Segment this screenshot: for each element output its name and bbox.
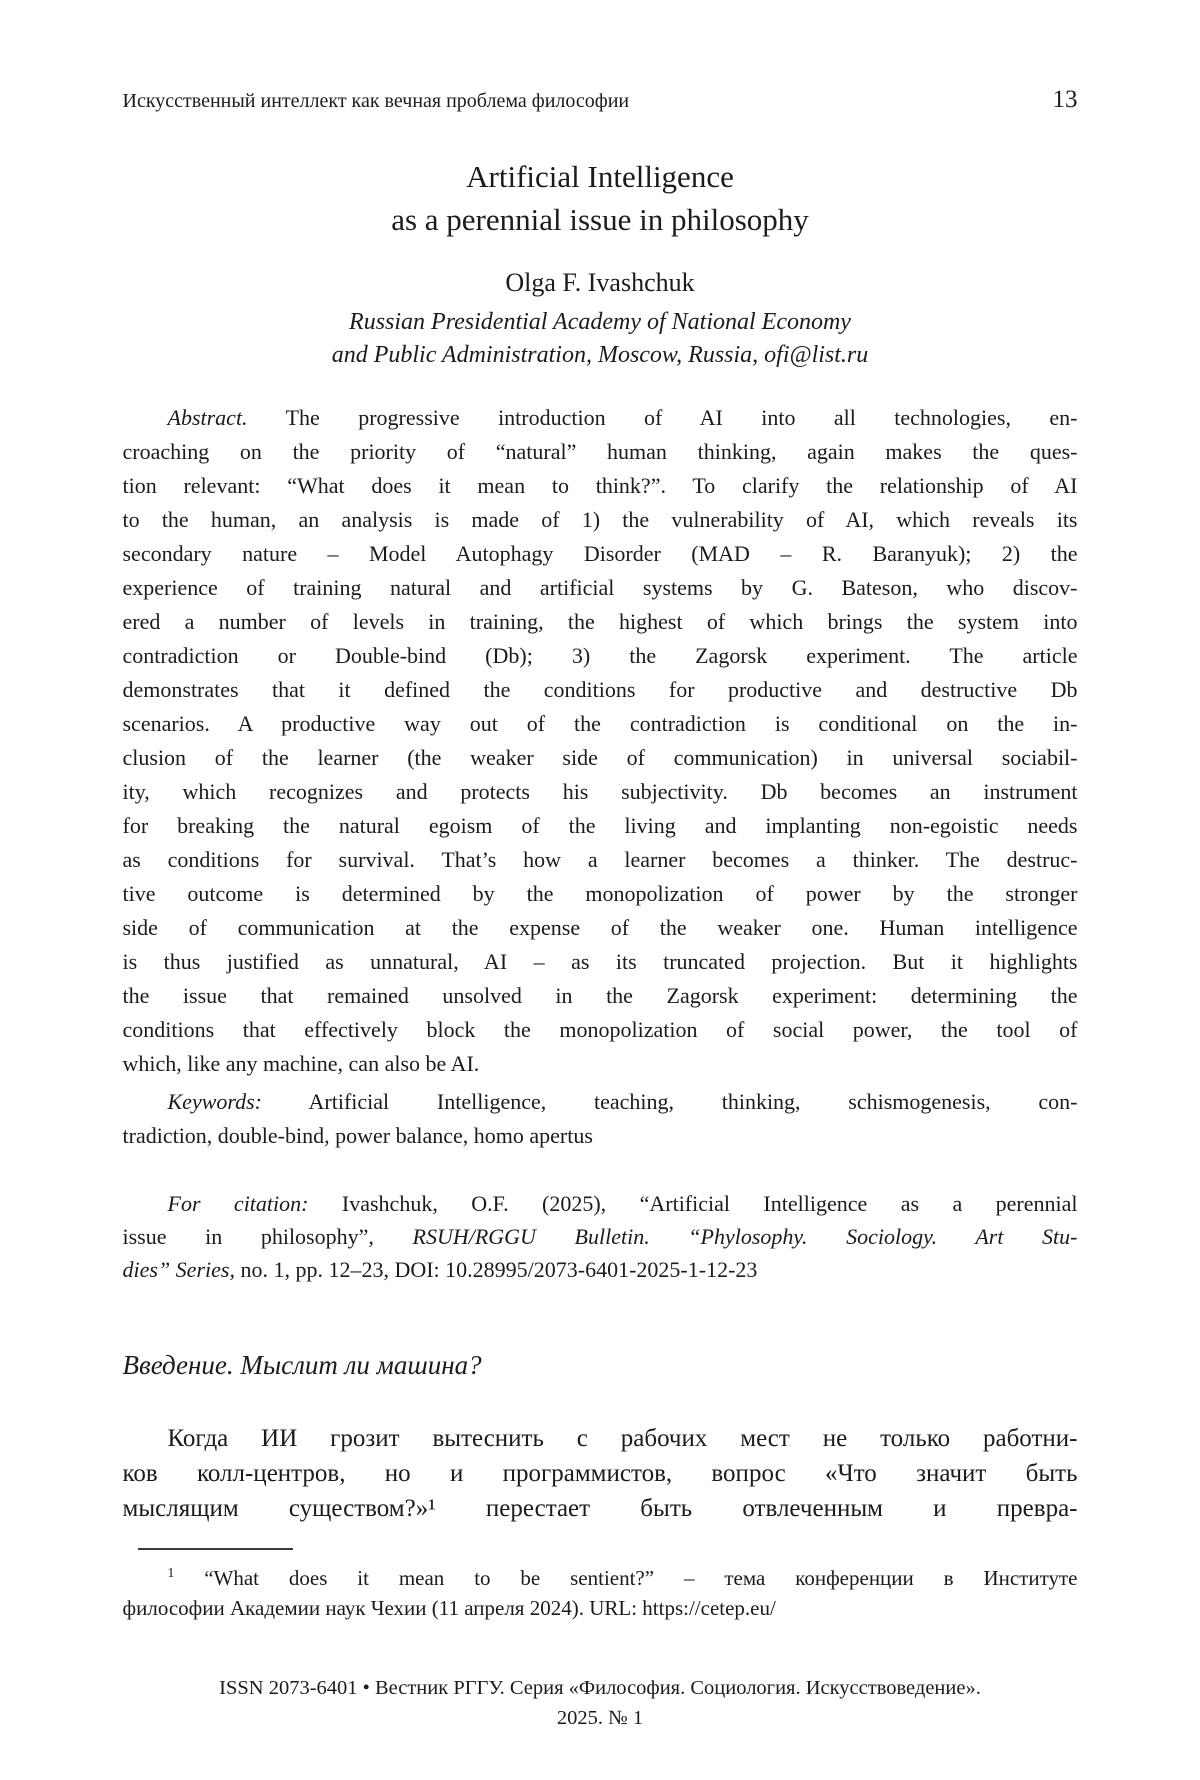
issue-line: 2025. № 1 bbox=[556, 1707, 644, 1729]
citation-paragraph bbox=[123, 1187, 1078, 1286]
footnote-line: философии Академии наук Чехии (11 апреля 2024). URL: https://cetep.eu/ bbox=[122, 1596, 776, 1620]
abstract-line: experience of training natural and artificial systems by G. Bateson, who discov- bbox=[122, 575, 1078, 600]
abstract-line: Abstract. The progressive introduction of AI into all technologies, en- bbox=[167, 405, 1078, 430]
footnote-divider bbox=[138, 1548, 293, 1550]
abstract-line: secondary nature – Model Autophagy Disorder (MAD – R. Baranyuk); 2) the bbox=[122, 541, 1078, 566]
intro-line: Когда ИИ грозит вытеснить с рабочих мест не только работни- bbox=[167, 1425, 1078, 1452]
abstract-line: clusion of the learner (the weaker side of communication) in universal sociabil- bbox=[122, 745, 1078, 770]
page-number: 13 bbox=[1052, 86, 1078, 113]
article-title-line2: as a perennial issue in philosophy bbox=[391, 202, 809, 237]
abstract-line: demonstrates that it defined the conditions for productive and destructive Db bbox=[122, 677, 1078, 702]
author-affiliation bbox=[123, 306, 1078, 372]
footnote-marker: 1 bbox=[167, 1565, 175, 1580]
abstract-line: the issue that remained unsolved in the Zagorsk experiment: determining the bbox=[122, 983, 1078, 1008]
citation-label: For citation: bbox=[167, 1191, 309, 1216]
abstract-line: as conditions for survival. That’s how a learner becomes a thinker. The destruc- bbox=[122, 847, 1078, 872]
abstract-line: to the human, an analysis is made of 1) the vulnerability of AI, which reveals its bbox=[122, 507, 1078, 532]
issn-line: ISSN 2073-6401 • Вестник РГГУ. Серия «Философия. Социология. Искусствоведение». bbox=[219, 1677, 981, 1699]
citation-line: issue in philosophy”, RSUH/RGGU Bulletin. “Phylosophy. Sociology. Art Stu- bbox=[122, 1224, 1078, 1249]
page-footer bbox=[123, 1673, 1078, 1733]
abstract-paragraph bbox=[123, 401, 1078, 1081]
affiliation-line1: Russian Presidential Academy of National Economy bbox=[349, 309, 851, 335]
abstract-line: side of communication at the expense of the weaker one. Human intelligence bbox=[122, 915, 1078, 940]
footnote-line: $^1$ “What does it mean to be sentient?” – тема конференции в Институте bbox=[167, 1565, 1078, 1590]
abstract-line: tive outcome is determined by the monopolization of power by the stronger bbox=[122, 881, 1078, 906]
intro-line: ков колл-центров, но и программистов, вопрос «Что значит быть bbox=[122, 1460, 1078, 1487]
abstract-line: ity, which recognizes and protects his subjectivity. Db becomes an instrument bbox=[122, 779, 1078, 804]
keywords-line: Keywords: Artificial Intelligence, teaching, thinking, schismogenesis, con- bbox=[167, 1089, 1078, 1114]
article-title-line1: Artificial Intelligence bbox=[466, 159, 734, 194]
keywords-line: tradiction, double-bind, power balance, homo apertus bbox=[122, 1123, 593, 1148]
citation-line: dies” Series, no. 1, pp. 12–23, DOI: 10.28995/2073-6401-2025-1-12-23 bbox=[122, 1257, 758, 1282]
abstract-line: ered a number of levels in training, the highest of which brings the system into bbox=[122, 609, 1078, 634]
footnote bbox=[123, 1563, 1078, 1623]
abstract-line: croaching on the priority of “natural” human thinking, again makes the ques- bbox=[122, 439, 1078, 464]
author-name: Olga F. Ivashchuk bbox=[505, 268, 695, 297]
abstract-line: tion relevant: “What does it mean to think?”. To clarify the relationship of AI bbox=[122, 473, 1078, 498]
abstract-line: contradiction or Double-bind (Db); 3) the Zagorsk experiment. The article bbox=[122, 643, 1078, 668]
abstract-line: conditions that effectively block the monopolization of social power, the tool of bbox=[122, 1017, 1078, 1042]
abstract-line: for breaking the natural egoism of the living and implanting non-egoistic needs bbox=[122, 813, 1078, 838]
abstract-line: is thus justified as unnatural, AI – as its truncated projection. But it highlights bbox=[122, 949, 1078, 974]
section-heading: Введение. Мыслит ли машина? bbox=[122, 1350, 482, 1380]
abstract-line: scenarios. A productive way out of the contradiction is conditional on the in- bbox=[122, 711, 1078, 736]
abstract-line: which, like any machine, can also be AI. bbox=[122, 1051, 480, 1076]
keywords-paragraph bbox=[123, 1085, 1078, 1153]
article-title bbox=[123, 155, 1078, 241]
citation-line: For citation: Ivashchuk, O.F. (2025), “Artificial Intelligence as a perennial bbox=[167, 1191, 1078, 1216]
intro-paragraph bbox=[123, 1421, 1078, 1526]
intro-line: мыслящим существом?»¹ перестает быть отвлеченным и превра- bbox=[122, 1495, 1078, 1522]
keywords-label: Keywords: bbox=[167, 1089, 263, 1114]
affiliation-line2: and Public Administration, Moscow, Russia, ofi@list.ru bbox=[331, 342, 869, 368]
abstract-label: Abstract. bbox=[167, 405, 248, 430]
page-header bbox=[123, 0, 1078, 113]
running-title: Искусственный интеллект как вечная проблема философии bbox=[122, 90, 630, 112]
